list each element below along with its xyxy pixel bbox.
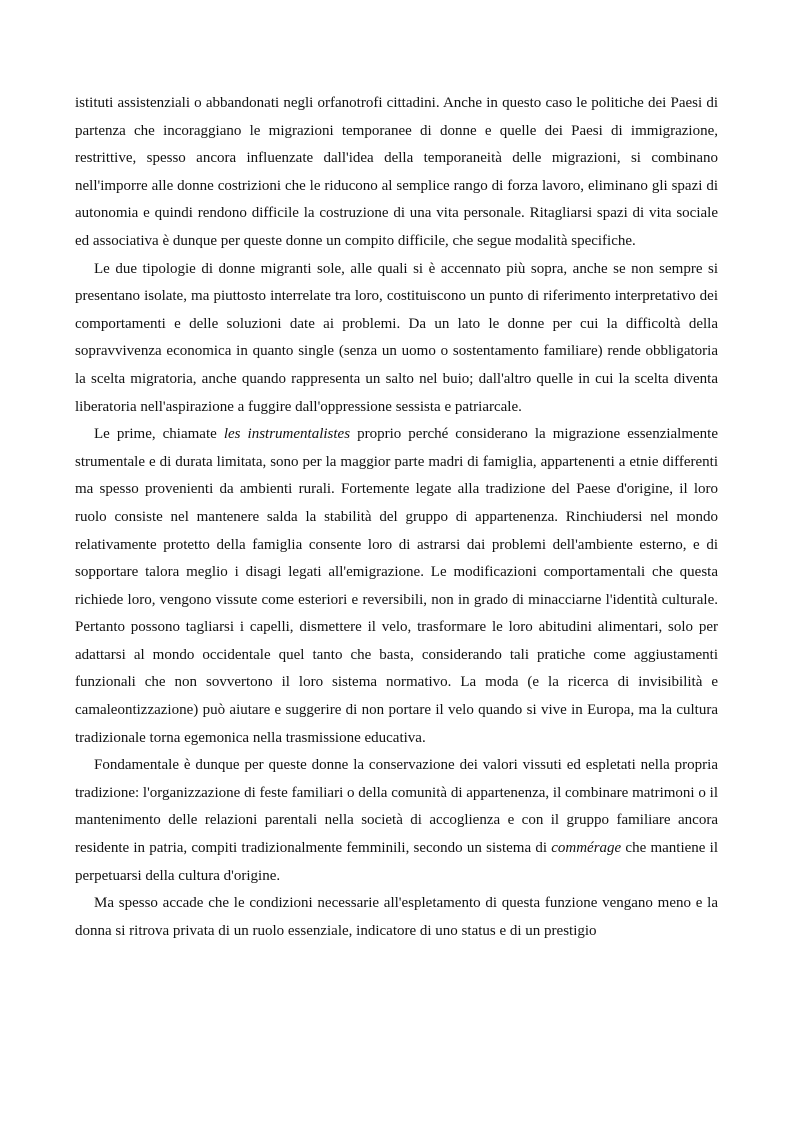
paragraph-4-lead: Fondamentale è dunque per queste donne la conservazione dei valori vissuti ed espletati nella propria tradizione: l'organizzazione di feste familiari o della comunità di appartenenza, il combinare matrimoni o il mantenimento delle relazioni parentali nella società di accoglienza e con il gruppo familiare ancora residente in patria, compiti tradizionalmente femminili, secondo un sistema di (75, 757, 718, 857)
paragraph-3-body: proprio perché considerano la migrazione essenzialmente strumentale e di durata limitata, sono per la maggior parte madri di famiglia, appartenenti a etnie differenti ma spesso provenienti da ambienti rurali. Fortemente legate alla tradizione del Paese d'origine, il loro ruolo consiste nel mantenere salda la stabilità del gruppo di appartenenza. Rinchiudersi nel mondo relativamente protetto della famiglia consente loro di astrarsi dai problemi dell'ambiente esterno, e di sopportare talora meglio i disagi legati all'emigrazione. Le modificazioni comportamentali che questa richiede loro, vengono vissute come esteriori e reversibili, non in grado di minacciarne l'identità culturale. Pertanto possono tagliarsi i capelli, dismettere il velo, trasformare le loro abitudini alimentari, solo per adattarsi al mondo occidentale quel tanto che basta, considerando tali pratiche come aggiustamenti funzionali che non sovvertono il loro sistema normativo. La moda (e la ricerca di invisibilità e camaleontizzazione) può aiutare e suggerire di non portare il velo quando si vive in Europa, ma la cultura tradizionale torna egemonica nella trasmissione educativa. (75, 426, 718, 746)
paragraph-4-tail: che mantiene il perpetuarsi della cultura d'origine. (75, 840, 718, 884)
paragraph-5: Ma spesso accade che le condizioni necessarie all'espletamento di questa funzione vengano meno e la donna si ritrova privata di un ruolo essenziale, indicatore di uno status e di un prestigio (75, 895, 718, 939)
paragraph-2: Le due tipologie di donne migranti sole, alle quali si è accennato più sopra, anche se non sempre si presentano isolate, ma piuttosto interrelate tra loro, costituiscono un punto di riferimento interpretativo dei comportamenti e delle soluzioni date ai problemi. Da un lato le donne per cui la difficoltà della sopravvivenza economica in quanto single (senza un uomo o sostentamento familiare) rende obbligatoria la scelta migratoria, anche quando rappresenta un salto nel buio; dall'altro quelle in cui la scelta diventa liberatoria nell'aspirazione a fuggire dall'oppressione sessista e patriarcale. (75, 260, 718, 415)
paragraph-1: istituti assistenziali o abbandonati negli orfanotrofi cittadini. Anche in questo caso le politiche dei Paesi di partenza che incoraggiano le migrazioni temporanee di donne e quelle dei Paesi di immigrazione, restrittive, spesso ancora influenzate dall'idea della temporaneità delle migrazioni, si combinano nell'imporre alle donne costrizioni che le riducono al semplice rango di forza lavoro, eliminano gli spazi di autonomia e quindi rendono difficile la costruzione di una vita personale. Ritagliarsi spazi di vita sociale ed associativa è dunque per queste donne un compito difficile, che segue modalità specifiche. (75, 95, 718, 249)
italic-term-instrumentalistes: les instrumentalistes (223, 426, 351, 443)
paragraph-4 (75, 752, 718, 890)
paragraph-3-lead: Le prime, chiamate (94, 426, 224, 443)
document-page (75, 90, 718, 945)
paragraph-3 (75, 421, 718, 752)
italic-term-commerage: commérage (551, 840, 622, 857)
